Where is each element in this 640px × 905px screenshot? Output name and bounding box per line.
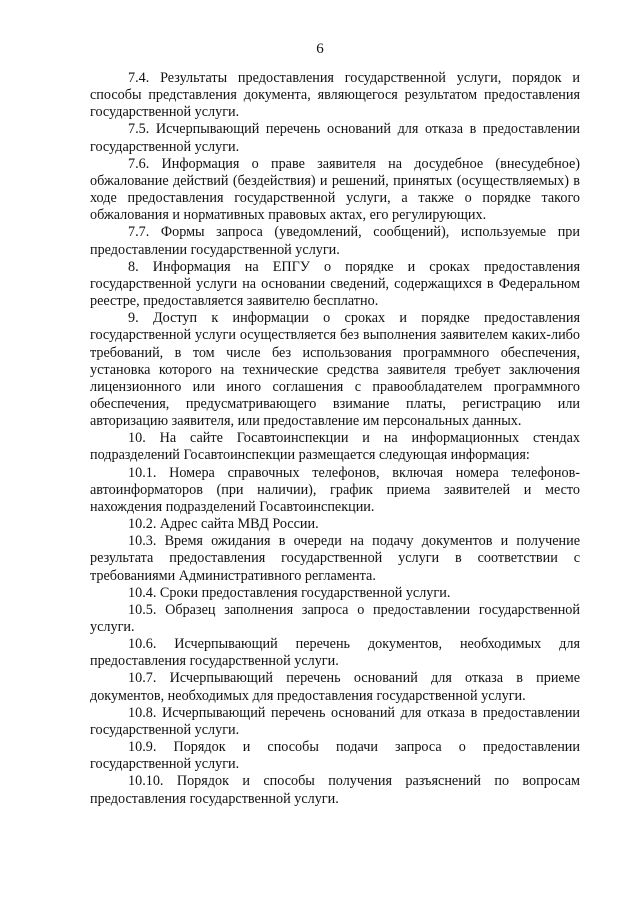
paragraph-7-4: 7.4. Результаты предоставления государственной услуги, порядок и способы представления документа, являющегося результатом предоставления государственной услуги. (90, 70, 580, 121)
paragraph-10-9: 10.9. Порядок и способы подачи запроса о предоставлении государственной услуги. (90, 739, 580, 773)
paragraph-10-10: 10.10. Порядок и способы получения разъяснений по вопросам предоставления государственной услуги. (90, 773, 580, 807)
paragraph-10-2: 10.2. Адрес сайта МВД России. (128, 516, 319, 533)
paragraph-10-4: 10.4. Сроки предоставления государственной услуги. (128, 584, 451, 601)
paragraph-9: 9. Доступ к информации о сроках и порядке предоставления государственной услуги осуществляется без выполнения заявителем каких-либо требований, в том числе без использования программного обеспечения, установка которого на технические средства заявителя требует заключения лицензионного или иного соглашения с правообладателем программного обеспечения, предусматривающего взимание платы, регистрацию или авторизацию заявителя, или предоставление им персональных данных. (90, 310, 580, 430)
paragraph-8: 8. Информация на ЕПГУ о порядке и сроках предоставления государственной услуги на основании сведений, содержащихся в Федеральном реестре, предоставляется заявителю бесплатно. (90, 258, 580, 310)
page-number: 6 (316, 41, 324, 57)
paragraph-10-3: 10.3. Время ожидания в очереди на подачу документов и получение результата предоставления государственной услуги в соответствии с требованиями Административного регламента. (90, 533, 580, 584)
paragraph-10-1: 10.1. Номера справочных телефонов, включая номера телефонов-автоинформаторов (при наличии), график приема заявителей и место нахождения подразделений Госавтоинспекции. (90, 464, 580, 515)
paragraph-7-6: 7.6. Информация о праве заявителя на досудебное (внесудебное) обжалование действий (бездействия) и решений, принятых (осуществляемых) в ходе предоставления государственной услуги, а также о порядке такого обжалования и нормативных правовых актах, его регулирующих. (90, 155, 580, 224)
paragraph-7-7: 7.7. Формы запроса (уведомлений, сообщений), используемые при предоставлении государственной услуги. (90, 224, 580, 258)
paragraph-7-5: 7.5. Исчерпывающий перечень оснований для отказа в предоставлении государственной услуги. (90, 121, 580, 155)
document-body (90, 70, 580, 808)
paragraph-10-7: 10.7. Исчерпывающий перечень оснований для отказа в приеме документов, необходимых для предоставления государственной услуги. (90, 670, 580, 704)
paragraph-10-5: 10.5. Образец заполнения запроса о предоставлении государственной услуги. (90, 601, 580, 635)
paragraph-10-6: 10.6. Исчерпывающий перечень документов, необходимых для предоставления государственной услуги. (90, 636, 580, 670)
paragraph-10-8: 10.8. Исчерпывающий перечень оснований для отказа в предоставлении государственной услуги. (90, 704, 580, 738)
paragraph-10: 10. На сайте Госавтоинспекции и на информационных стендах подразделений Госавтоинспекции размещается следующая информация: (90, 430, 580, 464)
